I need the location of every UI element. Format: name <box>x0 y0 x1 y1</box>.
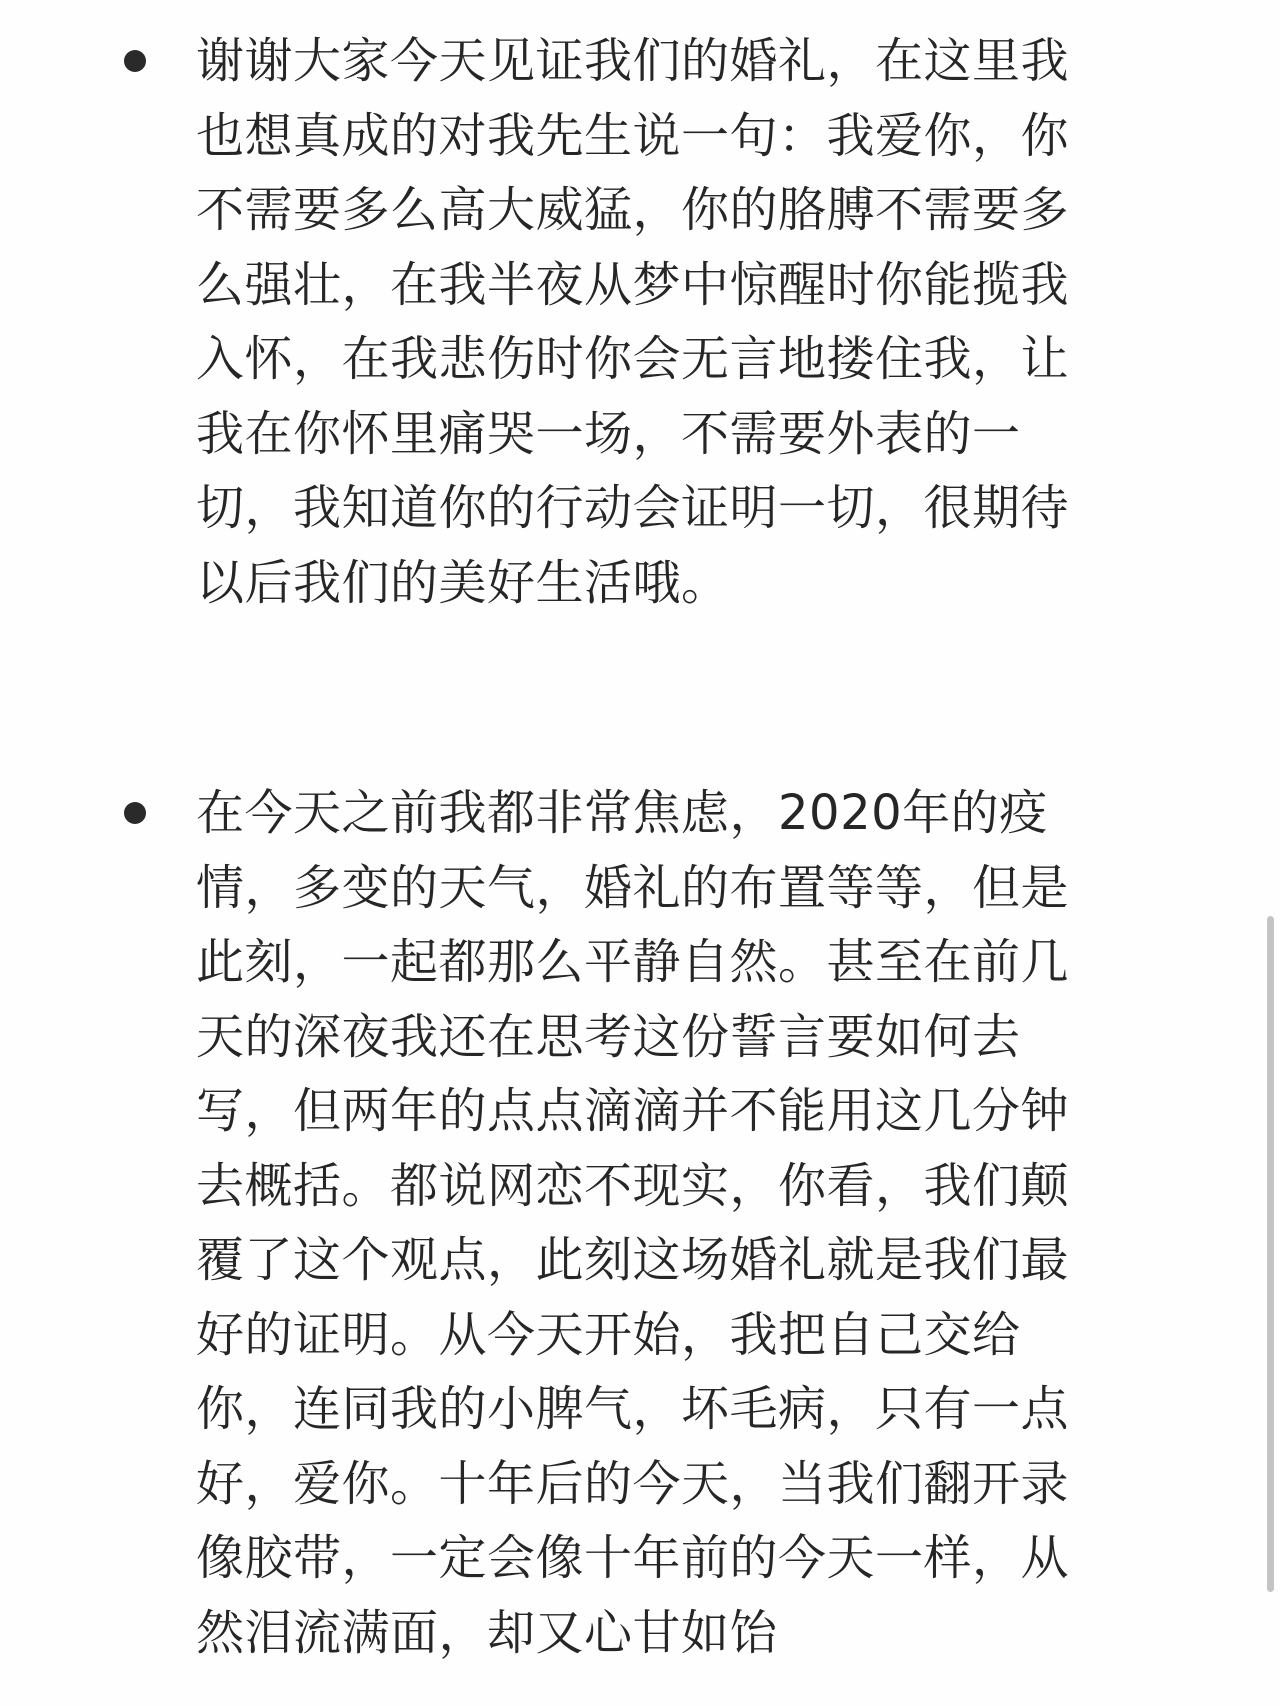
scrollbar-thumb[interactable] <box>1267 916 1274 1592</box>
bullet-dot <box>124 802 146 824</box>
scrollbar[interactable] <box>1260 0 1280 1706</box>
bullet-dot <box>124 50 146 72</box>
paragraph-text: 在今天之前我都非常焦虑，2020年的疫 情，多变的天气，婚礼的布置等等，但是 此刻，一起都那么平静自然。甚至在前几 天的深夜我还在思考这份誓言要如何去 写，但两年的点点滴滴并不能用这几分钟 去概括。都说网恋不现实，你看，我们颠 覆了这个观点，此刻这场婚礼就是我们最 好的证明。从今天开始，我把自己交给 你，连同我的小脾气，坏毛病，只有一点 好，爱你。十年后的今天，当我们翻开录 像胶带，一定会像十年前的今天一样，从 然泪流满面，却又心甘如饴 <box>196 785 1070 1661</box>
paragraph-text: 谢谢大家今天见证我们的婚礼，在这里我 也想真成的对我先生说一句：我爱你，你 不需要多么高大威猛，你的胳膊不需要多 么强壮，在我半夜从梦中惊醒时你能揽我 入怀，在我悲伤时你会无言地搂住我，让 我在你怀里痛哭一场，不需要外表的一 切，我知道你的行动会证明一切，很期待 以后我们的美好生活哦。 <box>196 33 1070 611</box>
